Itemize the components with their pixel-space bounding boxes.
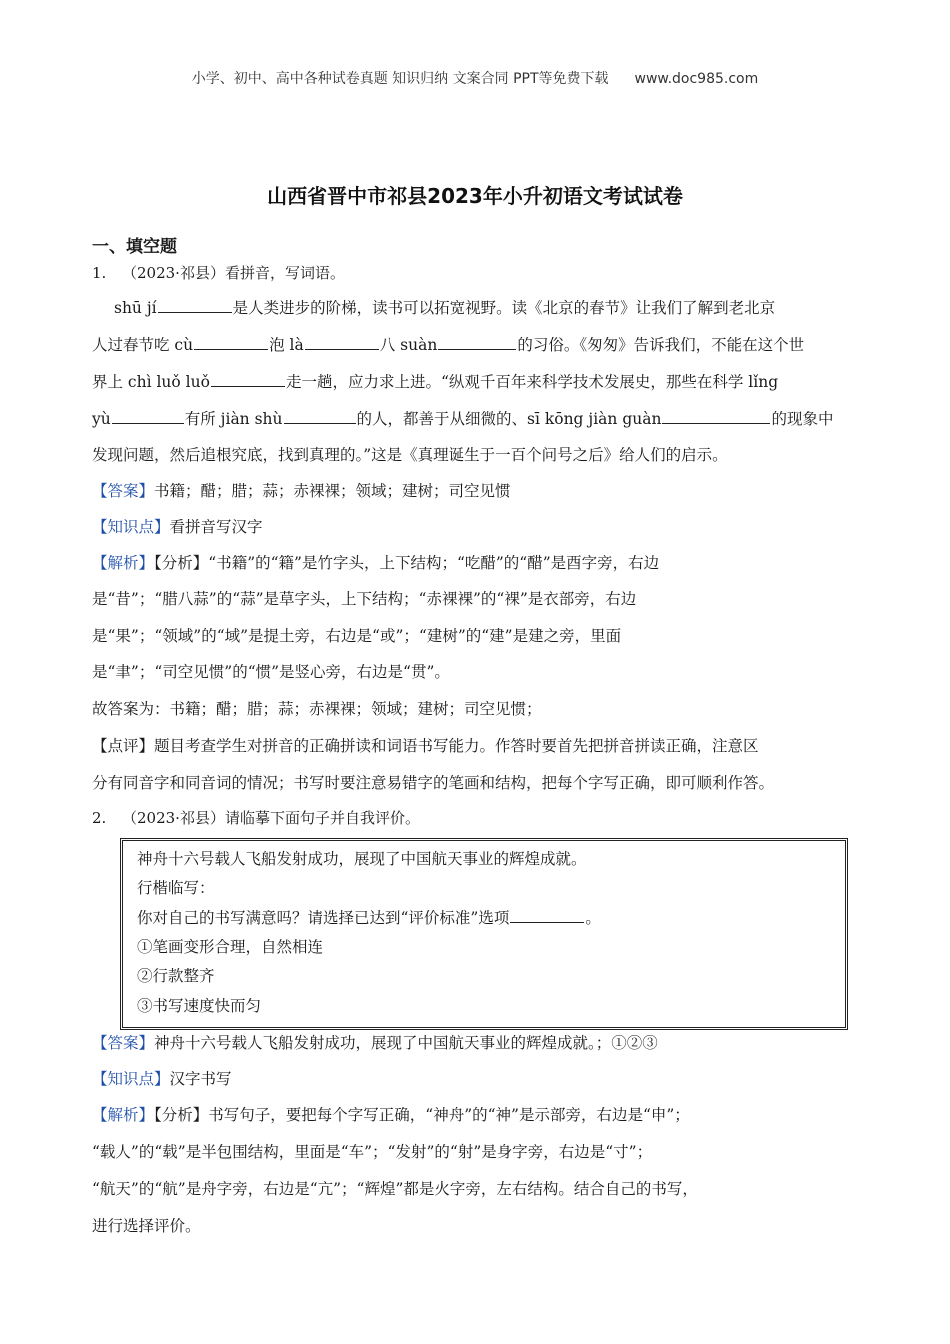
q1-analysis-line-1 [92,552,862,574]
q1-analysis-line-5: 故答案为：书籍；醋；腊；蒜；赤裸裸；领域；建树；司空见惯； [92,700,542,718]
answer-blank[interactable] [662,407,770,424]
q1-paragraph-line-3 [92,370,862,393]
box-question [137,906,601,928]
q1-knowledge-point [92,516,862,538]
q2-analysis-line-1 [92,1104,862,1126]
answer-blank[interactable] [438,333,516,350]
text: 的习俗。《匆匆》告诉我们，不能在这个世 [517,336,805,354]
pinyin: shū jí [114,299,157,317]
q1-answer [92,480,862,502]
header-site[interactable]: www.doc985.com [634,71,759,87]
q1-comment-line-2: 分有同音字和同音词的情况；书写时要注意易错字的笔画和结构，把每个字写正确，即可顺利作答。 [92,774,775,792]
q2-analysis-line-3: “航天”的“航”是舟字旁，右边是“亢”；“辉煌”都是火字旁，左右结构。结合自己的书写， [92,1180,698,1198]
text: 走一趟，应力求上进。“纵观千百年来科学技术发展史，那些在科学 lǐng [285,373,779,391]
q1-paragraph-line-1 [114,296,884,319]
text: 。 [585,909,601,927]
q1-analysis-line-4: 是“聿”；“司空见惯”的“惯”是竖心旁，右边是“贯”。 [92,663,450,681]
q1-paragraph-line-2 [92,333,862,356]
question-2-stem [92,807,862,829]
text: 界上 chì luǒ luǒ [92,373,210,391]
text: 的人，都善于从细微的、sī kōng jiàn guàn [356,410,662,428]
answer-tag: 【答案】 [92,1034,155,1052]
answer-text: 书籍；醋；腊；蒜；赤裸裸；领域；建树；司空见惯 [154,482,511,500]
text: 八 suàn [379,336,438,354]
q1-paragraph-line-4 [92,407,862,430]
q1-analysis-line-3: 是“果”；“领域”的“域”是提土旁，右边是“或”；“建树”的“建”是建之旁，里面 [92,627,622,645]
analysis-tag: 【解析】 [92,554,155,572]
q2-analysis-line-4: 进行选择评价。 [92,1217,201,1235]
page-header [0,68,950,88]
pinyin: yù [92,410,111,428]
q2-answer [92,1032,862,1054]
answer-blank[interactable] [305,333,379,350]
question-text: （2023·祁县）看拼音，写词语。 [122,264,345,282]
knowledge-tag: 【知识点】 [92,1070,170,1088]
answer-blank[interactable] [211,370,285,387]
q1-comment-line-1: 【点评】题目考查学生对拼音的正确拼读和词语书写能力。作答时要首先把拼音拼读正确，注意区 [92,737,759,755]
question-number: 2. [92,809,107,827]
text: 人过春节吃 cù [92,336,194,354]
question-number: 1. [92,264,107,282]
answer-blank[interactable] [510,906,584,923]
text: 是人类进步的阶梯，读书可以拓宽视野。读《北京的春节》让我们了解到老北京 [232,299,776,317]
answer-blank[interactable] [284,407,356,424]
text: 有所 jiàn shù [184,410,283,428]
analysis-text: 【分析】“书籍”的“籍”是竹字头，上下结构；“吃醋”的“醋”是酉字旁，右边 [154,554,660,572]
knowledge-tag: 【知识点】 [92,518,170,536]
answer-blank[interactable] [194,333,268,350]
knowledge-text: 汉字书写 [169,1070,232,1088]
box-option-3: ③书写速度快而匀 [137,997,262,1015]
header-text: 小学、初中、高中各种试卷真题 知识归纳 文案合同 PPT等免费下载 [191,71,609,87]
box-option-1: ①笔画变形合理，自然相连 [137,938,324,956]
analysis-tag: 【解析】 [92,1106,155,1124]
box-sentence: 神舟十六号载人飞船发射成功，展现了中国航天事业的辉煌成就。 [137,850,587,868]
section-heading: 一、填空题 [92,237,177,257]
page-title: 山西省晋中市祁县2023年小升初语文考试试卷 [267,184,683,208]
text: 的现象中 [771,410,834,428]
knowledge-text: 看拼音写汉字 [169,518,263,536]
q1-analysis-line-2: 是“昔”；“腊八蒜”的“蒜”是草字头，上下结构；“赤裸裸”的“裸”是衣部旁，右边 [92,590,637,608]
answer-text: 神舟十六号载人飞船发射成功，展现了中国航天事业的辉煌成就。；①②③ [154,1034,658,1052]
question-1-stem [92,262,862,284]
text: 泡 là [269,336,304,354]
question-text: （2023·祁县）请临摹下面句子并自我评价。 [122,809,420,827]
answer-blank[interactable] [158,296,232,313]
answer-tag: 【答案】 [92,482,155,500]
answer-blank[interactable] [112,407,184,424]
box-label: 行楷临写： [137,879,215,897]
q2-analysis-line-2: “载人”的“载”是半包围结构，里面是“车”；“发射”的“射”是身字旁，右边是“寸”； [92,1143,653,1161]
q1-paragraph-line-5: 发现问题，然后追根究底，找到真理的。”这是《真理诞生于一百个问号之后》给人们的启示。 [92,446,728,464]
text: 你对自己的书写满意吗？请选择已达到“评价标准”选项 [137,909,510,927]
copy-exercise-box [120,838,848,1030]
q2-knowledge-point [92,1068,862,1090]
box-option-2: ②行款整齐 [137,967,215,985]
analysis-text: 【分析】书写句子，要把每个字写正确，“神舟”的“神”是示部旁，右边是“申”； [154,1106,690,1124]
